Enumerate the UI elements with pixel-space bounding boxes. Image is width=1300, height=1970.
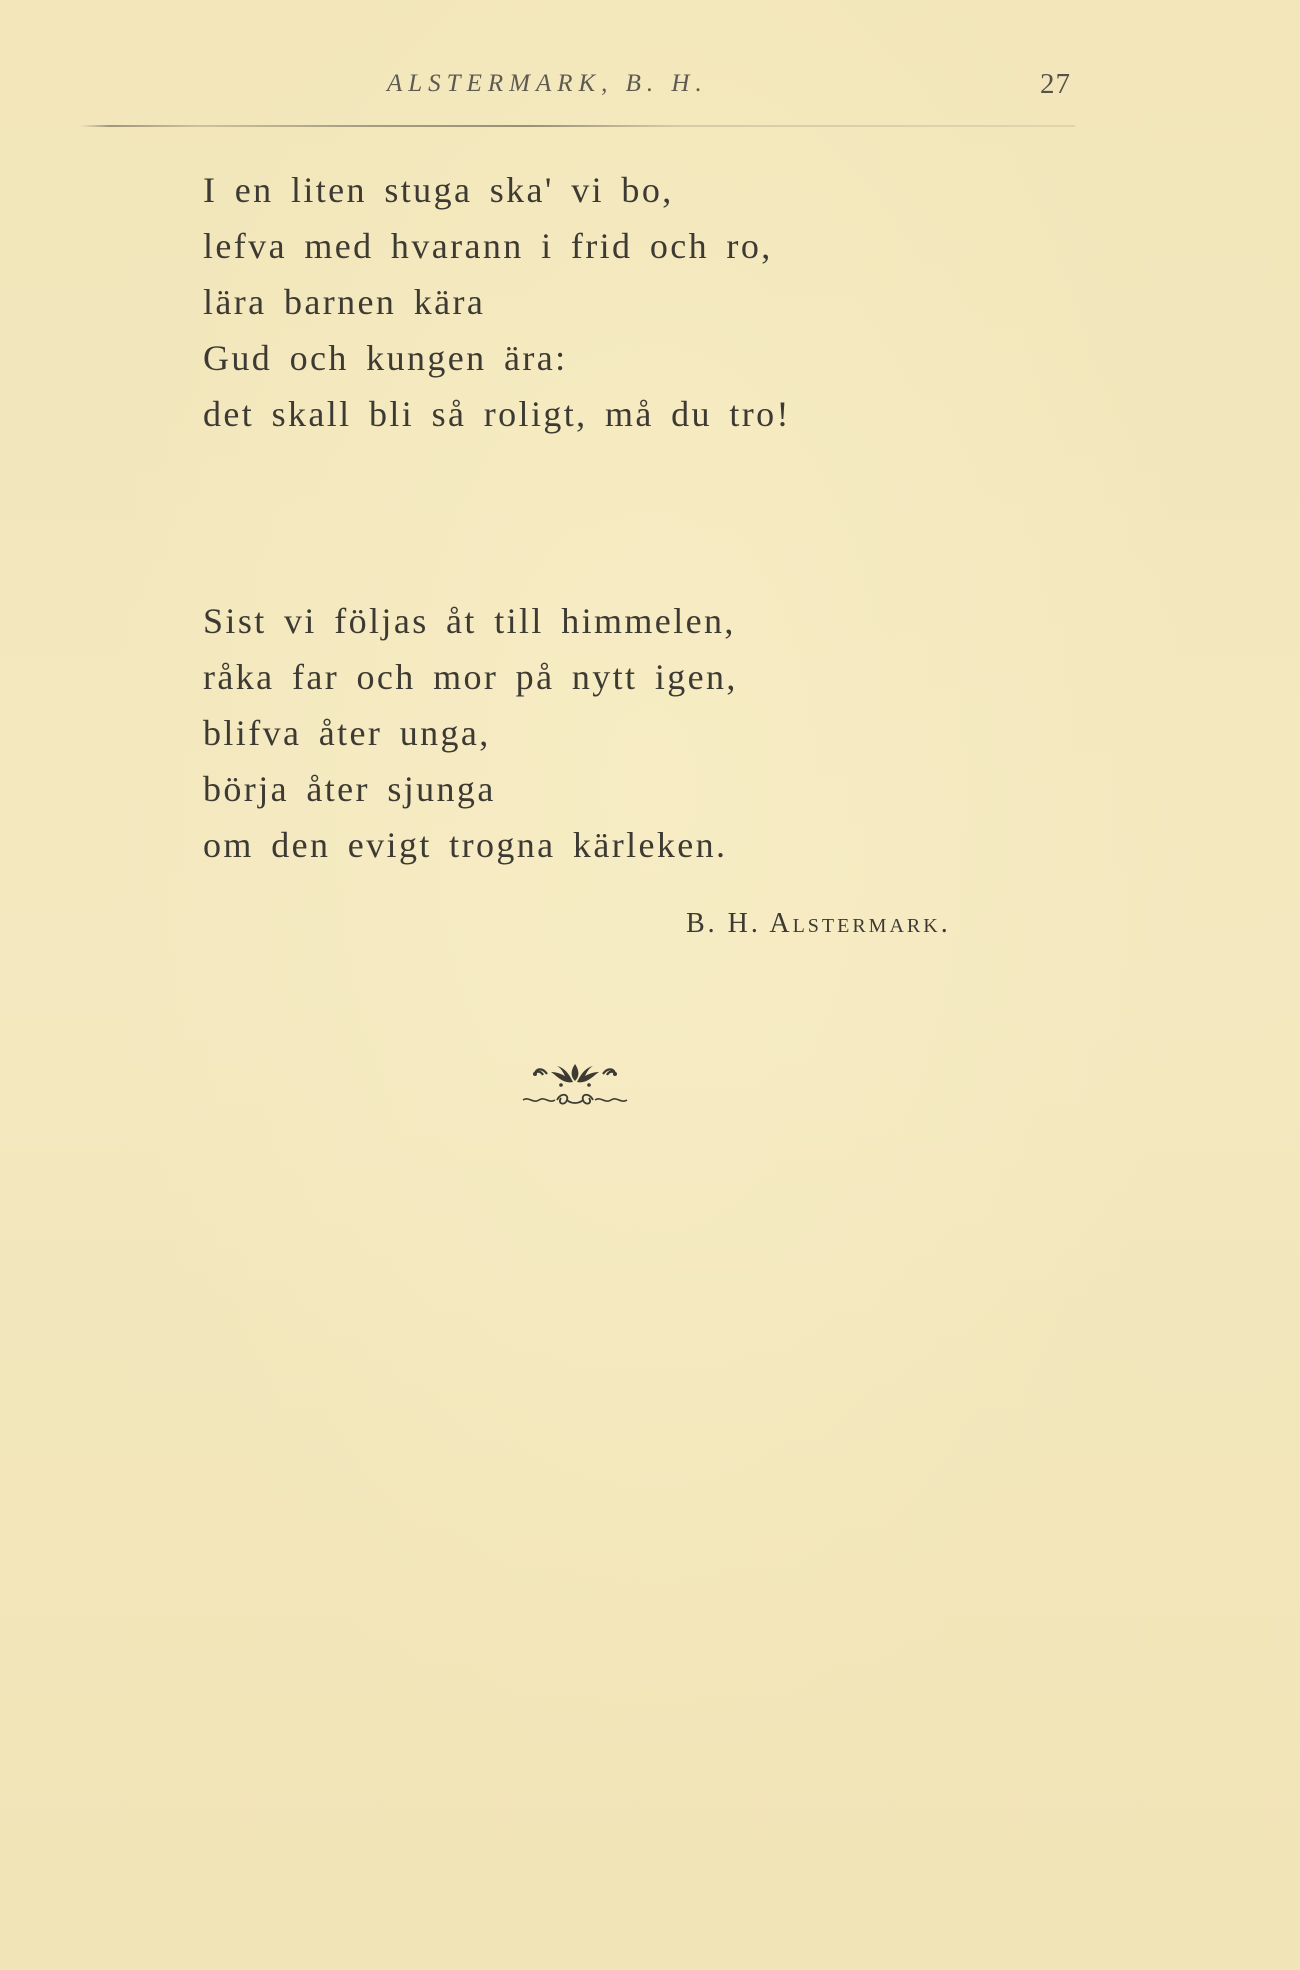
poem-line: råka far och mor på nytt igen, [203, 657, 738, 697]
poem-line: blifva åter unga, [203, 713, 491, 753]
author-signature: B. H. Alstermark. [686, 908, 951, 939]
poem-line: om den evigt trogna kärleken. [203, 825, 728, 865]
poem-line: Sist vi följas åt till himmelen, [203, 601, 736, 641]
page-number: 27 [1040, 68, 1071, 100]
stanza-1 [203, 162, 791, 442]
poem-line: lefva med hvarann i frid och ro, [203, 226, 773, 266]
poem-line: börja åter sjunga [203, 769, 496, 809]
floral-tailpiece-icon [517, 1054, 637, 1116]
running-head: ALSTERMARK, B. H. [387, 70, 708, 97]
header-rule [80, 125, 1075, 127]
poem-line: det skall bli så roligt, må du tro! [203, 394, 791, 434]
stanza-2 [203, 593, 738, 873]
poem-line: Gud och kungen ära: [203, 338, 568, 378]
poem-line: lära barnen kära [203, 282, 486, 322]
poem-line: I en liten stuga ska' vi bo, [203, 170, 674, 210]
